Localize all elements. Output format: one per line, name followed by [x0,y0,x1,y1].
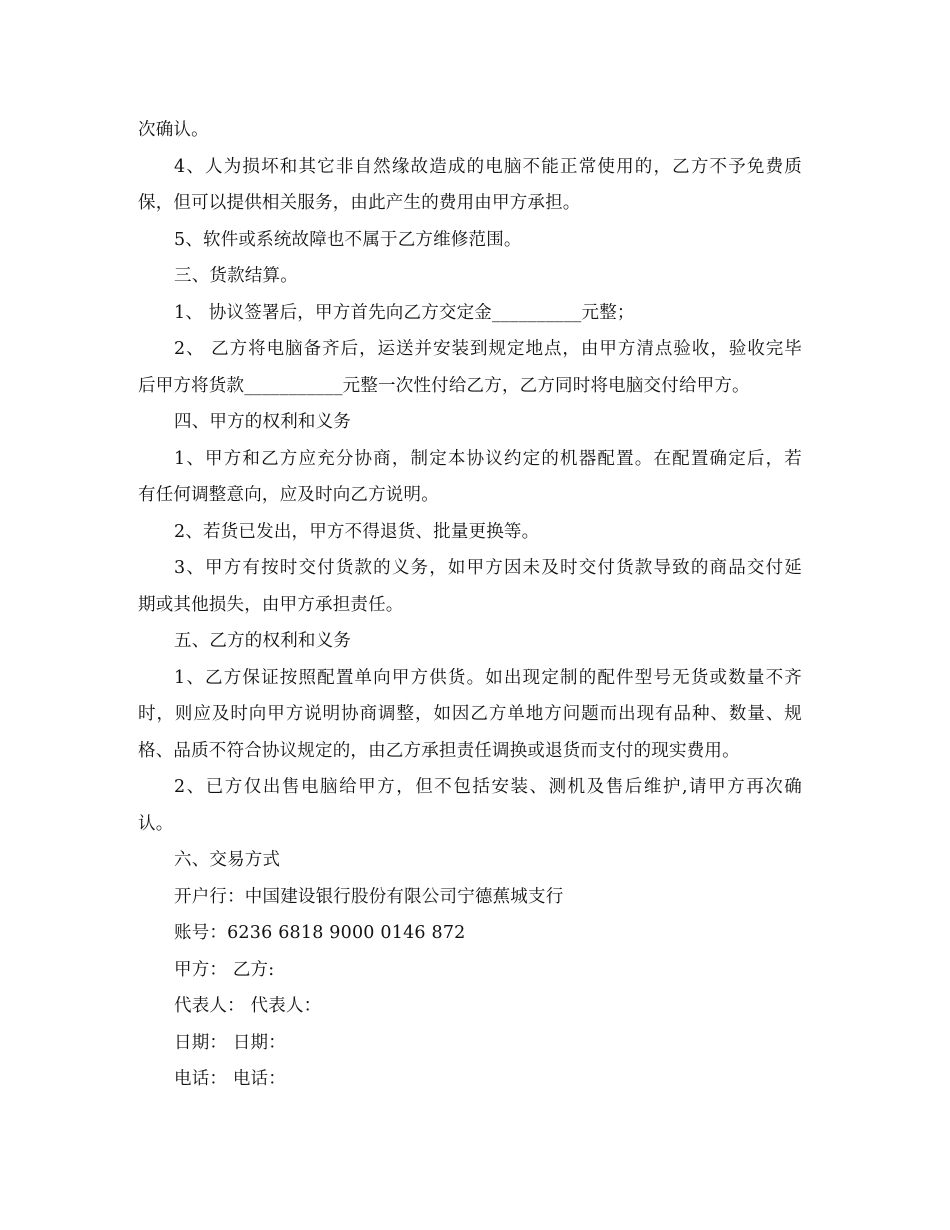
document-page [138,112,802,1098]
paragraph-line: 1、甲方和乙方应充分协商，制定本协议约定的机器配置。在配置确定后，若 [174,448,802,469]
section-heading: 四、甲方的权利和义务 [174,412,351,432]
paragraph-line: 2、 乙方将电脑备齐后，运送并安装到规定地点，由甲方清点验收，验收完毕 [174,339,802,359]
paragraph-line: 时，则应及时向甲方说明协商调整，如因乙方单地方问题而出现有品种、数量、规 [138,704,802,724]
paragraph-line: 2、若货已发出，甲方不得退货、批量更换等。 [174,521,540,542]
paragraph-line: 4、人为损坏和其它非自然缘故造成的电脑不能正常使用的，乙方不予免费质 [174,156,802,177]
section-heading: 六、交易方式 [174,850,281,870]
paragraph-line: 3、甲方有按时交付货款的义务，如甲方因未及时交付货款导致的商品交付延 [174,558,802,578]
signature-representative-line: 代表人： 代表人： [174,996,322,1016]
paragraph-line: 1、 协议签署后，甲方首先向乙方交定金__________元整； [174,302,635,323]
section-heading: 三、货款结算。 [174,266,298,286]
paragraph-line: 期或其他损失，由甲方承担责任。 [138,594,404,615]
paragraph-line: 后甲方将货款___________元整一次性付给乙方，乙方同时将电脑交付给甲方。 [138,375,750,396]
paragraph-line: 次确认。 [138,120,209,140]
paragraph-line: 2、已方仅出售电脑给甲方，但不包括安装、测机及售后维护,请甲方再次确 [174,777,802,797]
signature-phone-line: 电话： 电话： [174,1069,286,1089]
paragraph-line: 保，但可以提供相关服务，由此产生的费用由甲方承担。 [138,193,581,213]
account-number-line: 账号：6236 6818 9000 0146 872 [174,923,466,943]
paragraph-line: 有任何调整意向，应及时向乙方说明。 [138,485,439,505]
paragraph-line: 认。 [138,813,174,834]
bank-name-line: 开户行：中国建设银行股份有限公司宁德蕉城支行 [174,886,564,907]
signature-date-line: 日期： 日期： [174,1032,286,1053]
paragraph-line: 1、乙方保证按照配置单向甲方供货。如出现定制的配件型号无货或数量不齐 [174,667,802,688]
paragraph-line: 格、品质不符合协议规定的，由乙方承担责任调换或退货而支付的现实费用。 [138,740,740,761]
paragraph-line: 5、软件或系统故障也不属于乙方维修范围。 [174,229,522,250]
signature-party-line: 甲方： 乙方: [174,959,275,980]
section-heading: 五、乙方的权利和义务 [174,631,351,651]
